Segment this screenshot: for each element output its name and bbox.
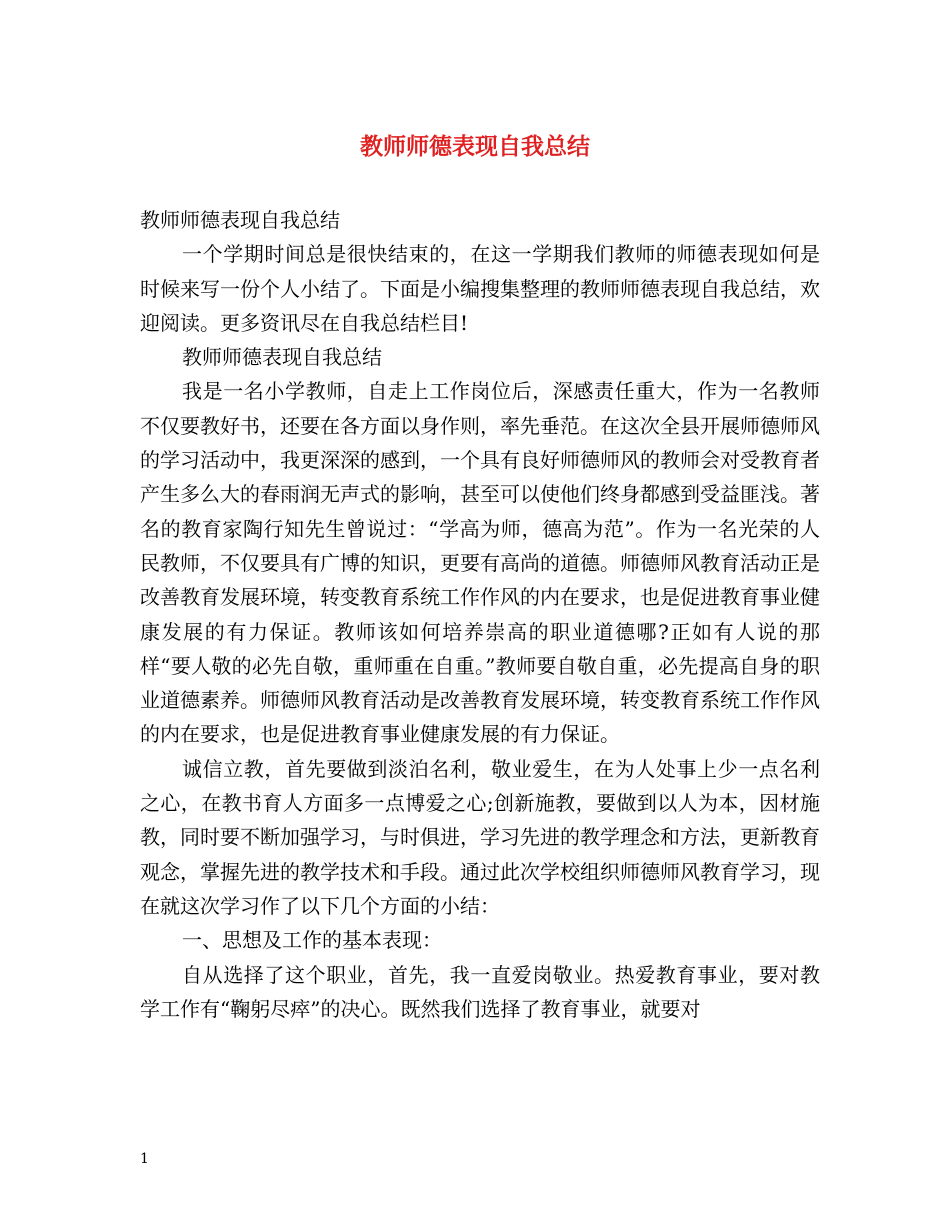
paragraph: 诚信立教，首先要做到淡泊名利，敬业爱生，在为人处事上少一点名利之心，在教书育人方面多一点博爱之心;创新施教，要做到以人为本，因材施教，同时要不断加强学习，与时俱进，学习先进的教学理念和方法，更新教育观念，掌握先进的教学技术和手段。通过此次学校组织师德师风教育学习，现在就这次学习作了以下几个方面的小结： [140, 756, 820, 918]
paragraph: 我是一名小学教师，自走上工作岗位后，深感责任重大，作为一名教师不仅要教好书，还要在各方面以身作则，率先垂范。在这次全县开展师德师风的学习活动中，我更深深的感到，一个具有良好师德师风的教师会对受教育者产生多么大的春雨润无声式的影响，甚至可以使他们终身都感到受益匪浅。著名的教育家陶行知先生曾说过：“学高为师，德高为范”。作为一名光荣的人民教师，不仅要具有广博的知识，更要有高尚的道德。师德师风教育活动正是改善教育发展环境，转变教育系统工作作风的内在要求，也是促进教育事业健康发展的有力保证。教师该如何培养崇高的职业道德哪?正如有人说的那样“要人敬的必先自敬，重师重在自重。”教师要自敬自重，必先提高自身的职业道德素养。师德师风教育活动是改善教育发展环境，转变教育系统工作作风的内在要求，也是促进教育事业健康发展的有力保证。 [140, 379, 820, 747]
page-number: 1 [140, 1151, 149, 1167]
paragraph: 教师师德表现自我总结 [140, 208, 340, 232]
document-body [140, 203, 820, 1026]
paragraph: 一个学期时间总是很快结束的，在这一学期我们教师的师德表现如何是时候来写一份个人小结了。下面是小编搜集整理的教师师德表现自我总结，欢迎阅读。更多资讯尽在自我总结栏目! [140, 242, 820, 335]
paragraph: 教师师德表现自我总结 [182, 345, 382, 370]
paragraph: 自从选择了这个职业，首先，我一直爱岗敬业。热爱教育事业，要对教学工作有“鞠躬尽瘁”的决心。既然我们选择了教育事业，就要对 [140, 962, 820, 1021]
paragraph: 一、思想及工作的基本表现： [182, 928, 442, 953]
document-title: 教师师德表现自我总结 [360, 133, 590, 160]
